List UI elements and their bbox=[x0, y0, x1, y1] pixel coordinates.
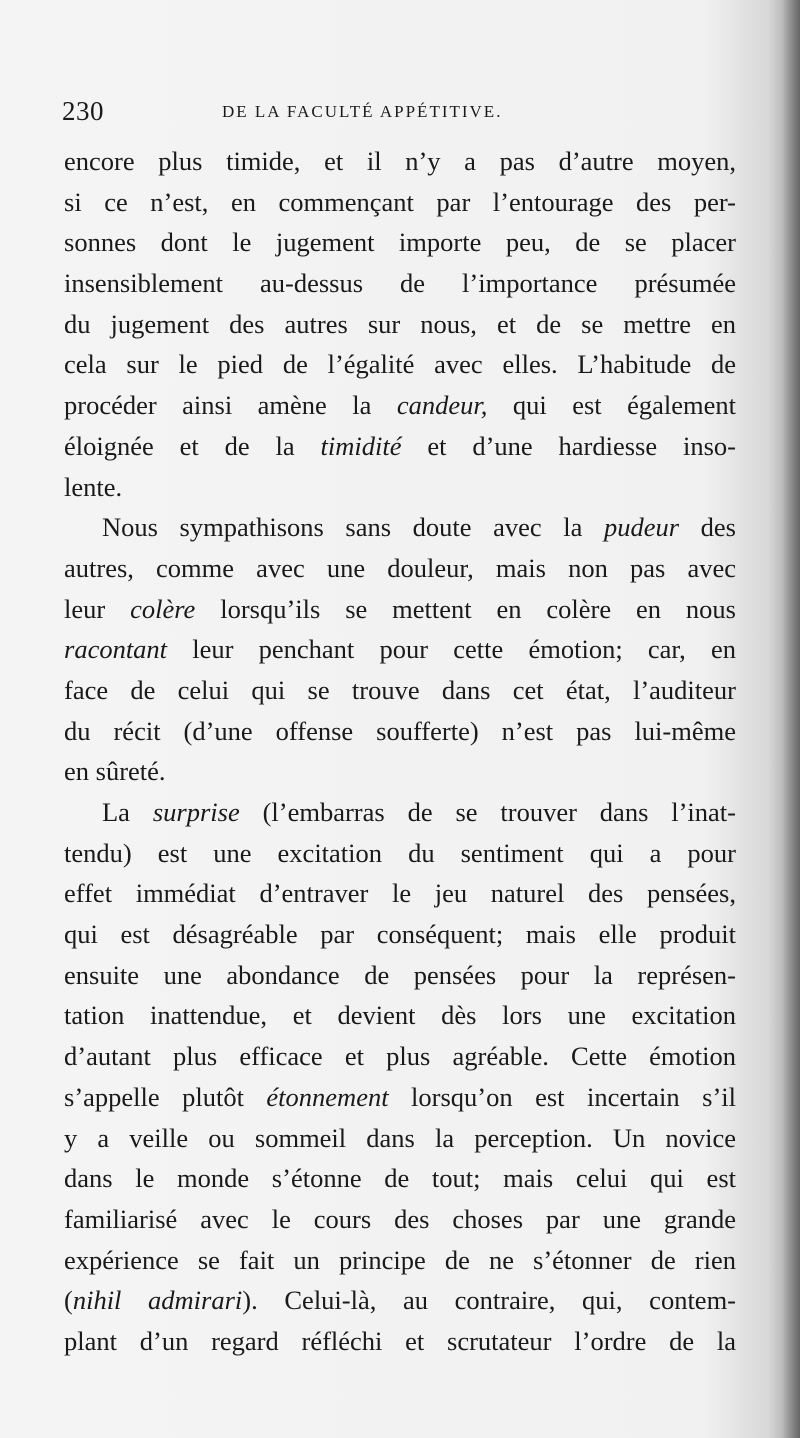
text-segment: ( bbox=[64, 1285, 73, 1316]
text-segment: effet immédiat d’entraver le jeu naturel des pensées, bbox=[64, 878, 736, 909]
text-segment: des bbox=[679, 512, 736, 543]
text-segment: lente. bbox=[64, 471, 123, 502]
text-line bbox=[64, 914, 736, 955]
text-line bbox=[64, 507, 736, 548]
text-segment: ensuite une abondance de pensées pour la représen- bbox=[64, 959, 736, 990]
text-segment: du jugement des autres sur nous, et de se mettre en bbox=[64, 308, 736, 339]
text-line bbox=[64, 629, 736, 670]
text-line bbox=[64, 385, 736, 426]
text-segment: éloignée et de la bbox=[64, 430, 321, 461]
text-line bbox=[64, 263, 736, 304]
text-segment: Nous sympathisons sans doute avec la bbox=[102, 512, 604, 543]
text-segment: La bbox=[102, 797, 153, 827]
text-segment: d’autant plus efficace et plus agréable. Cette émotion bbox=[64, 1041, 736, 1072]
text-segment: (l’embarras de se trouver dans l’inat- bbox=[239, 797, 736, 827]
text-segment: qui est désagréable par conséquent; mais elle produit bbox=[64, 919, 736, 950]
page-number: 230 bbox=[62, 96, 104, 126]
text-line bbox=[64, 751, 736, 792]
text-line bbox=[64, 344, 736, 385]
text-line bbox=[64, 995, 736, 1036]
text-line bbox=[64, 955, 736, 996]
italic-term: étonnement bbox=[266, 1081, 389, 1112]
text-line bbox=[64, 670, 736, 711]
text-segment: si ce n’est, en commençant par l’entourage des per- bbox=[64, 186, 736, 217]
text-segment: face de celui qui se trouve dans cet état, l’auditeur bbox=[64, 674, 736, 705]
text-line bbox=[64, 222, 736, 263]
text-segment: cela sur le pied de l’égalité avec elles. L’habitude de bbox=[64, 349, 736, 380]
text-line bbox=[64, 426, 736, 467]
text-line bbox=[64, 1077, 736, 1118]
text-segment: y a veille ou sommeil dans la perception. Un novice bbox=[64, 1122, 736, 1153]
italic-term: timidité bbox=[320, 430, 402, 461]
text-line bbox=[64, 792, 736, 833]
text-segment: en sûreté. bbox=[64, 756, 166, 787]
text-segment: autres, comme avec une douleur, mais non pas avec bbox=[64, 552, 736, 583]
text-segment: tendu) est une excitation du sentiment qui a pour bbox=[64, 837, 736, 868]
italic-term: candeur, bbox=[396, 390, 488, 421]
text-segment: et d’une hardiesse inso- bbox=[401, 430, 736, 461]
italic-term: pudeur bbox=[604, 512, 680, 543]
text-line bbox=[64, 1199, 736, 1240]
text-segment: du récit (d’une offense soufferte) n’est pas lui-même bbox=[64, 715, 736, 746]
text-line bbox=[64, 711, 736, 752]
page-header bbox=[62, 96, 742, 136]
italic-term: surprise bbox=[152, 797, 240, 827]
running-head: DE LA FACULTÉ APPÉTITIVE. bbox=[222, 102, 503, 121]
page-gutter-shadow bbox=[782, 0, 800, 1438]
italic-term: nihil admirari bbox=[72, 1285, 243, 1316]
text-segment: lorsqu’ils se mettent en colère en nous bbox=[195, 593, 736, 624]
text-line bbox=[64, 1280, 736, 1321]
text-segment: qui est également bbox=[487, 390, 736, 421]
text-segment: encore plus timide, et il n’y a pas d’autre moyen, bbox=[64, 146, 736, 176]
text-line bbox=[64, 548, 736, 589]
text-segment: s’appelle plutôt bbox=[64, 1081, 267, 1112]
text-line bbox=[64, 141, 736, 182]
text-line bbox=[64, 304, 736, 345]
text-line bbox=[64, 182, 736, 223]
text-line bbox=[64, 1118, 736, 1159]
text-segment: expérience se fait un principe de ne s’étonner de rien bbox=[64, 1244, 736, 1275]
text-line bbox=[64, 873, 736, 914]
text-segment: ). Celui-là, au contraire, qui, contem- bbox=[242, 1285, 737, 1316]
body-text bbox=[64, 141, 736, 1362]
text-line bbox=[64, 1240, 736, 1281]
text-segment: sonnes dont le jugement importe peu, de se placer bbox=[64, 227, 736, 258]
text-segment: familiarisé avec le cours des choses par une grande bbox=[64, 1203, 736, 1234]
text-segment: procéder ainsi amène la bbox=[64, 390, 397, 421]
text-segment: dans le monde s’étonne de tout; mais celui qui est bbox=[64, 1163, 736, 1194]
text-segment: leur bbox=[64, 593, 131, 624]
italic-term: racontant bbox=[64, 634, 168, 665]
text-segment: plant d’un regard réfléchi et scrutateur l’ordre de la bbox=[64, 1325, 736, 1356]
text-line bbox=[64, 1158, 736, 1199]
text-segment: tation inattendue, et devient dès lors une excitation bbox=[64, 1000, 736, 1031]
text-segment: lorsqu’on est incertain s’il bbox=[388, 1081, 736, 1112]
text-line bbox=[64, 833, 736, 874]
text-line bbox=[64, 1036, 736, 1077]
text-segment: leur penchant pour cette émotion; car, en bbox=[167, 634, 736, 665]
text-line bbox=[64, 1321, 736, 1362]
italic-term: colère bbox=[130, 593, 196, 624]
text-line bbox=[64, 589, 736, 630]
text-line bbox=[64, 467, 736, 508]
text-segment: insensiblement au-dessus de l’importance présumée bbox=[64, 268, 736, 299]
